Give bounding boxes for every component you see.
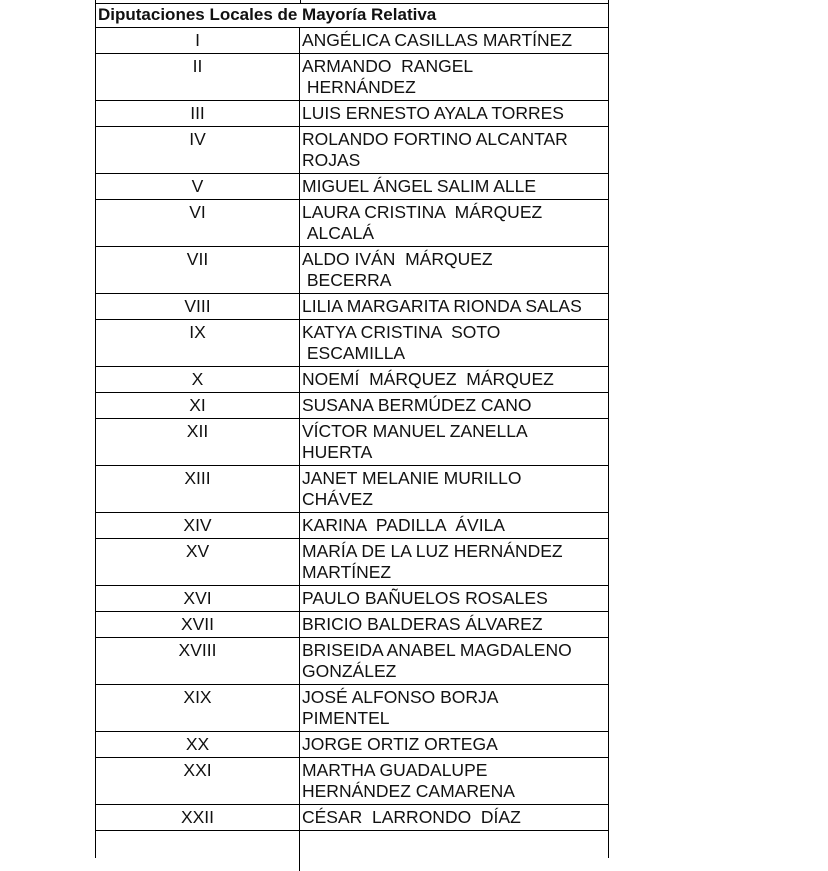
table-row — [96, 320, 608, 367]
district-number: VI — [96, 200, 300, 246]
district-number: XVI — [96, 586, 300, 611]
district-number: XXI — [96, 758, 300, 804]
district-number: I — [96, 28, 300, 53]
district-number: XII — [96, 419, 300, 465]
candidate-name: JORGE ORTIZ ORTEGA — [302, 734, 498, 754]
table-row — [96, 127, 608, 174]
table-row — [96, 101, 608, 127]
district-number: XXII — [96, 805, 300, 830]
candidate-name: JANET MELANIE MURILLO CHÁVEZ — [302, 468, 522, 509]
candidate-name: LAURA CRISTINA MÁRQUEZ ALCALÁ — [302, 202, 543, 243]
table-row — [96, 612, 608, 638]
candidate-name: MARTHA GUADALUPE HERNÁNDEZ CAMARENA — [302, 760, 515, 801]
candidate-name: ROLANDO FORTINO ALCANTAR ROJAS — [302, 129, 568, 170]
table-row — [96, 805, 608, 831]
district-number: IV — [96, 127, 300, 173]
table-row — [96, 513, 608, 539]
candidate-name: VÍCTOR MANUEL ZANELLA HUERTA — [302, 421, 528, 462]
table-row — [96, 367, 608, 393]
district-number: XIII — [96, 466, 300, 512]
district-number: VIII — [96, 294, 300, 319]
candidate-name: KATYA CRISTINA SOTO ESCAMILLA — [302, 322, 501, 363]
table-row — [96, 685, 608, 732]
district-number: II — [96, 54, 300, 100]
district-number: XX — [96, 732, 300, 757]
district-number: XI — [96, 393, 300, 418]
district-number: VII — [96, 247, 300, 293]
district-number: X — [96, 367, 300, 392]
district-number: V — [96, 174, 300, 199]
table-top-edge — [96, 0, 608, 4]
district-number: XVII — [96, 612, 300, 637]
table-row — [96, 732, 608, 758]
table-row — [96, 393, 608, 419]
table-row — [96, 247, 608, 294]
table-row — [96, 638, 608, 685]
table-row — [96, 758, 608, 805]
table-row — [96, 586, 608, 612]
candidate-name: MARÍA DE LA LUZ HERNÁNDEZ MARTÍNEZ — [302, 541, 563, 582]
table-body — [96, 28, 608, 831]
candidate-name: KARINA PADILLA ÁVILA — [302, 515, 505, 535]
candidate-name: CÉSAR LARRONDO DÍAZ — [302, 807, 521, 827]
candidate-name: LUIS ERNESTO AYALA TORRES — [302, 103, 564, 123]
district-number: XIV — [96, 513, 300, 538]
table-row — [96, 174, 608, 200]
candidate-name: LILIA MARGARITA RIONDA SALAS — [302, 296, 582, 316]
district-number: XVIII — [96, 638, 300, 684]
table-row — [96, 419, 608, 466]
table-row — [96, 28, 608, 54]
table-row — [96, 294, 608, 320]
district-number: XIX — [96, 685, 300, 731]
candidate-name: PAULO BAÑUELOS ROSALES — [302, 588, 548, 608]
candidate-name: BRISEIDA ANABEL MAGDALENO GONZÁLEZ — [302, 640, 572, 681]
candidate-name: SUSANA BERMÚDEZ CANO — [302, 395, 532, 415]
table-empty-row — [96, 831, 608, 871]
table-row — [96, 200, 608, 247]
candidate-name: MIGUEL ÁNGEL SALIM ALLE — [302, 176, 537, 196]
candidate-name: BRICIO BALDERAS ÁLVAREZ — [302, 614, 543, 634]
candidate-name: ALDO IVÁN MÁRQUEZ BECERRA — [302, 249, 493, 290]
candidate-name: JOSÉ ALFONSO BORJA PIMENTEL — [302, 687, 499, 728]
candidate-name: ARMANDO RANGEL HERNÁNDEZ — [302, 56, 474, 97]
district-number: III — [96, 101, 300, 126]
candidate-name: NOEMÍ MÁRQUEZ MÁRQUEZ — [302, 369, 554, 389]
district-number: XV — [96, 539, 300, 585]
district-number: IX — [96, 320, 300, 366]
table-row — [96, 539, 608, 586]
table-row — [96, 54, 608, 101]
table-row — [96, 466, 608, 513]
table-title: Diputaciones Locales de Mayoría Relativa — [96, 4, 608, 28]
candidate-name: ANGÉLICA CASILLAS MARTÍNEZ — [302, 30, 573, 50]
candidates-table — [95, 0, 609, 858]
